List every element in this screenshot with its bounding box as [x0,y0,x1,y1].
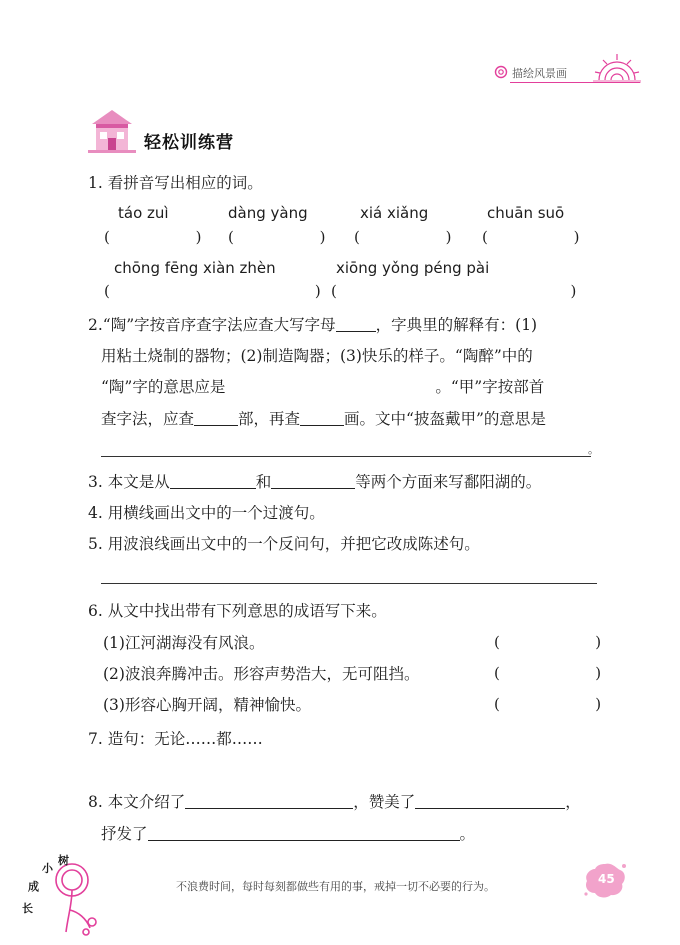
q2-text-d: 。“甲”字按部首 [435,378,545,396]
blank-radical[interactable] [194,409,238,426]
q8-text-a: 8. 本文介绍了 [88,793,186,811]
blank-praised[interactable] [415,792,565,809]
page-number-badge [582,860,628,900]
footer-motto: 不浪费时间，每时每刻都做些有用的事，戒掉一切不必要的行为。 [176,880,495,893]
answer-box-4[interactable]: ( ) [482,228,580,246]
pinyin-5: chōng fēng xiàn zhèn [114,259,276,277]
question-5: 5. 用波浪线画出文中的一个反问句，并把它改成陈述句。 [88,535,480,553]
question-2-line-1 [88,315,537,335]
blank-strokes[interactable] [300,409,344,426]
q2-end-mark: 。 [588,443,599,456]
pinyin-1: táo zuì [118,204,169,222]
question-1-prompt: 1. 看拼音写出相应的词。 [88,174,263,192]
answer-box-5[interactable]: ( ) [104,282,321,300]
q8-text-c: ， [565,793,581,811]
section-header [88,108,288,158]
q6-item-3: (3)形容心胸开阔，精神愉快。 [103,696,311,714]
question-8-line-2 [101,824,475,844]
sunrise-icon [593,50,641,84]
answer-box-2[interactable]: ( ) [228,228,326,246]
q2-text-e: 查字法，应查 [101,410,195,428]
swirl-icon [494,64,508,78]
question-3 [88,472,541,492]
pinyin-3: xiá xiǎng [360,204,429,222]
house-icon [88,108,136,154]
q6-item-2: (2)波浪奔腾冲击。形容声势浩大，无可阻挡。 [103,665,420,683]
q2-text-b: ，字典里的解释有：(1) [375,316,538,334]
answer-box-3[interactable]: ( ) [354,228,452,246]
q6-answer-1[interactable]: ( ) [494,633,602,651]
logo-char-4: 长 [22,902,33,915]
page-number: 45 [598,872,615,886]
q2-text-g: 画。文中“披盔戴甲”的意思是 [344,410,546,428]
question-7: 7. 造句：无论……都…… [88,730,263,748]
pinyin-2: dàng yàng [228,204,308,222]
question-8-line-1 [88,792,581,812]
blank-aspect-2[interactable] [271,472,355,489]
q8-text-d: 抒发了 [101,825,148,843]
q8-text-e: 。 [459,825,476,843]
q6-answer-2[interactable]: ( ) [494,664,602,682]
answer-line-q2[interactable] [101,456,591,457]
q3-text-c: 等两个方面来写鄱阳湖的。 [355,473,542,491]
header-title: 描绘风景画 [512,67,567,80]
answer-line-q5[interactable] [101,583,597,584]
question-4: 4. 用横线画出文中的一个过渡句。 [88,504,325,522]
answer-box-6[interactable]: ( ) [331,282,577,300]
blank-aspect-1[interactable] [170,472,256,489]
blank-expressed[interactable] [148,824,460,841]
blank-meaning[interactable] [225,378,435,394]
question-6-prompt: 6. 从文中找出带有下列意思的成语写下来。 [88,602,387,620]
q2-text-f: 部，再查 [238,410,301,428]
question-2-line-2: 用粘土烧制的器物；(2)制造陶器；(3)快乐的样子。“陶醉”中的 [101,347,533,365]
blank-letter[interactable] [336,315,376,332]
q3-text-a: 3. 本文是从 [88,473,170,491]
pinyin-4: chuān suō [487,204,565,222]
q8-text-b: ，赞美了 [353,793,416,811]
logo-char-1: 小 [42,862,53,875]
header-bar [490,58,642,86]
logo-char-3: 成 [28,880,39,893]
question-2-line-4 [101,409,546,429]
tree-icon [48,860,100,936]
q2-text-a: 2.“陶”字按音序查字法应查大写字母 [88,316,336,334]
answer-box-1[interactable]: ( ) [104,228,202,246]
q6-item-1: (1)江河湖海没有风浪。 [103,634,265,652]
q2-text-c: “陶”字的意思应是 [101,378,226,396]
footer-logo [22,854,102,938]
pinyin-6: xiōng yǒng péng pài [336,259,490,277]
section-title: 轻松训练营 [144,133,234,153]
q6-answer-3[interactable]: ( ) [494,695,602,713]
q3-text-b: 和 [255,473,272,491]
logo-char-2: 树 [58,854,69,867]
blank-introduced[interactable] [185,792,353,809]
question-2-line-3 [101,377,544,397]
